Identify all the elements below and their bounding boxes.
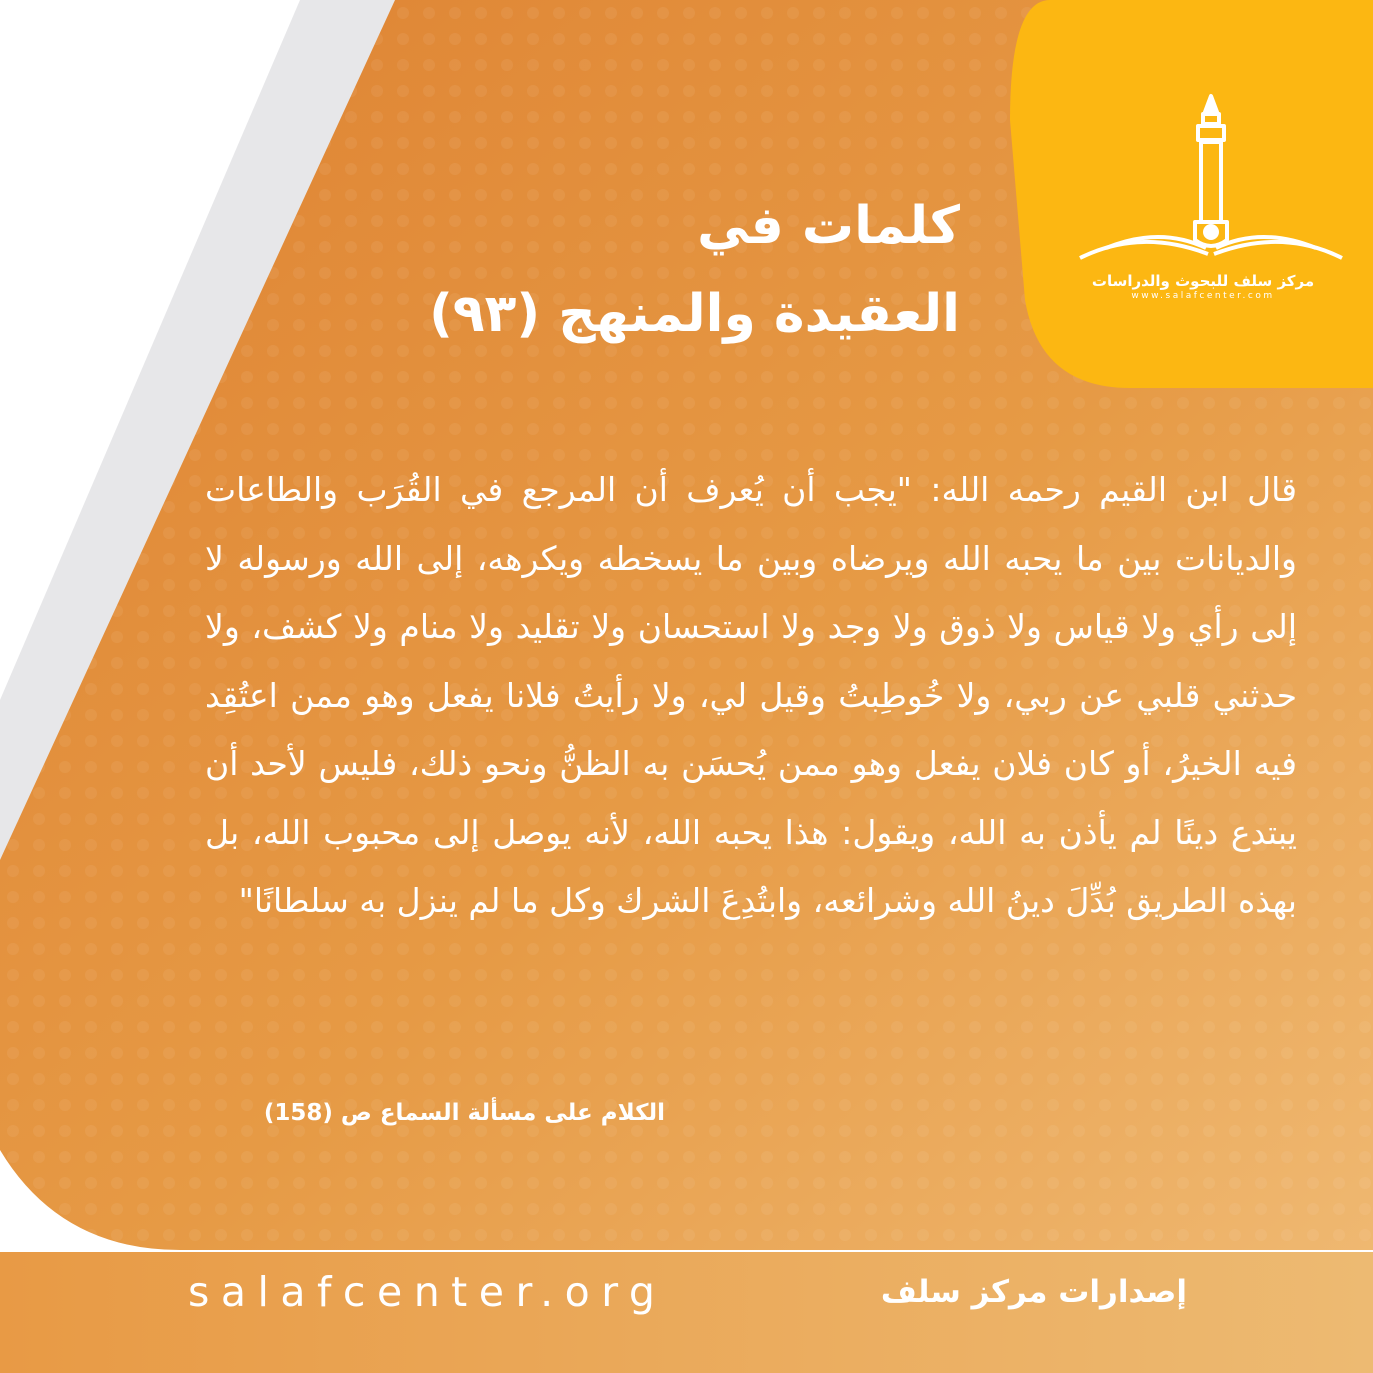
- logo-url: www.salafcenter.com: [1131, 291, 1275, 301]
- quote-text: قال ابن القيم رحمه الله: "يجب أن يُعرف أن المرجع في القُرَب والطاعات والديانات بين ما يحبه الله ويرضاه وبين ما يسخطه ويكرهه، إلى الله ورسوله لا إلى رأي ولا قياس ولا ذوق ولا وجد ولا استحسان ولا تقليد ولا منام ولا كشف، ولا حدثني قلبي عن ربي، ولا خُوطِبتُ وقيل لي، ولا رأيتُ فلانا يفعل وهو ممن اعتُقِد فيه الخيرُ، أو كان فلان يفعل وهو ممن يُحسَن به الظنُّ ونحو ذلك، فليس لأحد أن يبتدع دينًا لم يأذن به الله، ويقول: هذا يحبه الله، لأنه يوصل إلى محبوب الله، بل بهذه الطريق بُدِّلَ دينُ الله وشرائعه، وابتُدِعَ الشرك وكل ما لم ينزل به سلطانًا": [205, 470, 1297, 920]
- title-line-1: كلمات في: [697, 196, 960, 256]
- quote-source: الكلام على مسألة السماع ص (158): [263, 1100, 665, 1126]
- logo-name: مركز سلف للبحوث والدراسات: [1091, 272, 1315, 290]
- title-line-2: العقيدة والمنهج (٩٣): [429, 284, 960, 344]
- page-title: [429, 182, 960, 358]
- website-link[interactable]: salafcenter.org: [188, 1268, 667, 1316]
- logo-badge: [1010, 0, 1373, 388]
- publisher-label: إصدارات مركز سلف: [880, 1274, 1187, 1310]
- logo-caption: [1068, 272, 1338, 302]
